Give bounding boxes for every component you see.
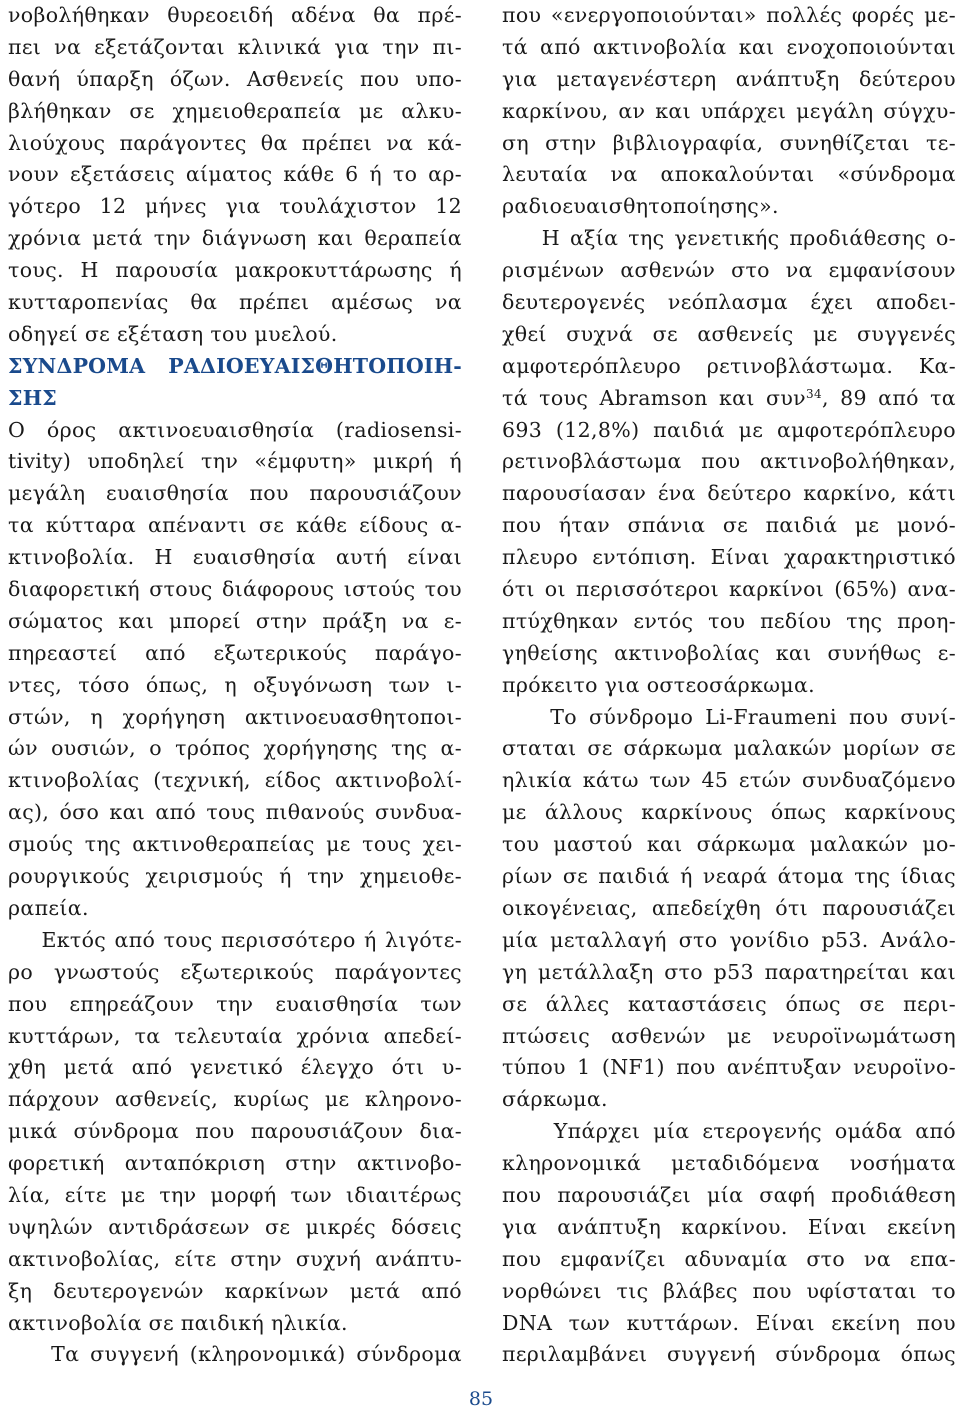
text-line: Ο όρος ακτινοευαισθησία (radiosensi- <box>8 417 462 442</box>
text-line: σμούς της ακτινοθεραπείας με τους χει- <box>8 832 462 857</box>
text-line: λιούχους παράγοντες θα πρέπει να κά- <box>8 130 462 155</box>
text-line: νορθώνει τις βλάβες που υφίσταται το <box>502 1278 956 1303</box>
text-line: οδηγεί σε εξέταση του μυελού. <box>8 321 338 346</box>
text-line: ξη δευτερογενών καρκίνων μετά από <box>8 1278 462 1303</box>
text-line: γότερο 12 μήνες για τουλάχιστον 12 <box>8 194 462 219</box>
right-column <box>502 0 956 1371</box>
text-line: ρο γνωστούς εξωτερικούς παράγοντες <box>8 959 462 984</box>
text-line: πάρχουν ασθενείς, κυρίως με κληρονο- <box>8 1087 462 1112</box>
text-line: ών ουσιών, ο τρόπος χορήγησης της α- <box>8 736 462 761</box>
text-line: ακτινοβολίας, είτε στην συχνή ανάπτυ- <box>8 1246 462 1271</box>
page-number: 85 <box>468 1388 494 1410</box>
section-heading-line: ΣΥΝΔΡΟΜΑ ΡΑΔΙΟΕΥΑΙΣΘΗΤΟΠΟΙΗ- <box>8 353 462 378</box>
text-line: καρκίνου, αν και υπάρχει μεγάλη σύγχυ- <box>502 98 956 123</box>
text-line: ρετινοβλάστωμα που ακτινοβολήθηκαν, <box>502 449 956 474</box>
text-line: ραπεία. <box>8 895 89 920</box>
text-line: πτώσεις ασθενών με νευροϊνωμάτωση <box>502 1023 956 1048</box>
text-line: τα κύτταρα απέναντι σε κάθε είδους α- <box>8 513 462 538</box>
text-line: ηλικία κάτω των 45 ετών συνδυαζόμενο <box>502 768 956 793</box>
text-line: σάρκωμα. <box>502 1087 608 1112</box>
text-line: πει να εξετάζονται κλινικά για την πι- <box>8 34 462 59</box>
left-column <box>8 0 462 1371</box>
text-line: παρουσίασαν ένα δεύτερο καρκίνο, κάτι <box>502 481 956 506</box>
text-line: λευταία να αποκαλούνται «σύνδρομα <box>502 162 956 187</box>
text-line: διαφορετική στους διάφορους ιστούς του <box>8 577 462 602</box>
text-line: χθη μετά από γενετικό έλεγχο ότι υ- <box>8 1055 462 1080</box>
text-line: τά τους Abramson και συν$^{34}$, 89 από τα <box>502 385 956 410</box>
text-line: που εμφανίζει αδυναμία στο να επα- <box>502 1246 956 1271</box>
text-line: κυτταροπενίας θα πρέπει αμέσως να <box>8 290 462 315</box>
text-line: οικογένειας, απεδείχθη ότι παρουσιάζει <box>502 895 956 920</box>
text-line: με άλλους καρκίνους όπως καρκίνους <box>502 800 956 825</box>
text-line: 693 (12,8%) παιδιά με αμφοτερόπλευρο <box>502 417 956 442</box>
text-line: στών, η χορήγηση ακτινοευασθητοποι- <box>8 704 462 729</box>
text-line: μεγάλη ευαισθησία που παρουσιάζουν <box>8 481 462 506</box>
text-line: μικά σύνδρομα που παρουσιάζουν δια- <box>8 1119 462 1144</box>
text-line: κτινοβολίας (τεχνική, είδος ακτινοβολί- <box>8 768 462 793</box>
text-line: DNA των κυττάρων. Είναι εκείνη που <box>502 1310 956 1335</box>
text-line: ρουργικούς χειρισμούς ή την χημειοθε- <box>8 864 462 889</box>
text-line: ακτινοβολία σε παιδική ηλικία. <box>8 1310 348 1335</box>
text-line: κληρονομικά μεταδιδόμενα νοσήματα <box>502 1151 956 1176</box>
citation-superscript: 34 <box>805 386 822 401</box>
text-line: πηρεαστεί από εξωτερικούς παράγο- <box>8 640 462 665</box>
text-line: θανή ύπαρξη όζων. Ασθενείς που υπο- <box>8 66 462 91</box>
text-line: του μαστού και σάρκωμα μαλακών μο- <box>502 832 956 857</box>
section-heading-line: ΣΗΣ <box>8 385 57 410</box>
text-line: ντες, τόσο όπως, η οξυγόνωση των ι- <box>8 672 462 697</box>
text-line: ότι οι περισσότεροι καρκίνοι (65%) ανα- <box>502 577 956 602</box>
text-line: φορετική ανταπόκριση στην ακτινοβο- <box>8 1151 462 1176</box>
text-line: υψηλών αντιδράσεων σε μικρές δόσεις <box>8 1214 462 1239</box>
text-line: χρόνια μετά την διάγνωση και θεραπεία <box>8 226 462 251</box>
text-line: που επηρεάζουν την ευαισθησία των <box>8 991 462 1016</box>
text-line: κτινοβολία. Η ευαισθησία αυτή είναι <box>8 545 462 570</box>
text-line: ας), όσο και από τους πιθανούς συνδυα- <box>8 800 462 825</box>
text-line: βλήθηκαν σε χημειοθεραπεία με αλκυ- <box>8 98 462 123</box>
text-line: αμφοτερόπλευρο ρετινοβλάστωμα. Κα- <box>502 353 956 378</box>
text-line: κυττάρων, τα τελευταία χρόνια απεδεί- <box>8 1023 462 1048</box>
text-line: σώματος και μπορεί στην πράξη να ε- <box>8 608 462 633</box>
text-line: για μεταγενέστερη ανάπτυξη δεύτερου <box>502 66 956 91</box>
text-line: Η αξία της γενετικής προδιάθεσης ο- <box>502 226 956 251</box>
text-line: Το σύνδρομο Li-Fraumeni που συνί- <box>502 704 956 729</box>
text-line: που παρουσιάζει μία σαφή προδιάθεση <box>502 1182 956 1207</box>
text-line: που ήταν σπάνια σε παιδιά με μονό- <box>502 513 956 538</box>
text-line: σταται σε σάρκωμα μαλακών μορίων σε <box>502 736 956 761</box>
text-line: Τα συγγενή (κληρονομικά) σύνδρομα <box>8 1342 462 1367</box>
text-line: ρίων σε παιδιά ή νεαρά άτομα της ίδιας <box>502 864 956 889</box>
text-line: πλευρο εντόπιση. Είναι χαρακτηριστικό <box>502 545 956 570</box>
text-line: ραδιοευαισθητοποίησης». <box>502 194 779 219</box>
text-line: τά από ακτινοβολία και ενοχοποιούνται <box>502 34 956 59</box>
text-line: χθεί συχνά σε ασθενείς με συγγενές <box>502 321 956 346</box>
text-line: ση στην βιβλιογραφία, συνηθίζεται τε- <box>502 130 956 155</box>
text-line: τύπου 1 (NF1) που ανέπτυξαν νευροϊνο- <box>502 1055 956 1080</box>
text-line: λία, είτε με την μορφή των ιδιαιτέρως <box>8 1182 462 1207</box>
text-line: σε άλλες καταστάσεις όπως σε περι- <box>502 991 956 1016</box>
text-line: μία μεταλλαγή στο γονίδιο p53. Ανάλο- <box>502 927 956 952</box>
text-line: γηθείσης ακτινοβολίας και συνήθως ε- <box>502 640 956 665</box>
text-line: Εκτός από τους περισσότερο ή λιγότε- <box>8 927 462 952</box>
text-line: πρόκειτο για οστεοσάρκωμα. <box>502 672 816 697</box>
text-line: νουν εξετάσεις αίματος κάθε 6 ή το αρ- <box>8 162 462 187</box>
text-line: για ανάπτυξη καρκίνου. Είναι εκείνη <box>502 1214 956 1239</box>
text-line: tivity) υποδηλεί την «έμφυτη» μικρή ή <box>8 449 462 474</box>
text-line: γη μετάλλαξη στο p53 παρατηρείται και <box>502 959 956 984</box>
text-line: πτύχθηκαν εντός του πεδίου της προη- <box>502 608 956 633</box>
text-line: δευτερογενές νεόπλασμα έχει αποδει- <box>502 290 956 315</box>
text-line: νοβολήθηκαν θυρεοειδή αδένα θα πρέ- <box>8 3 462 27</box>
text-line: τους. Η παρουσία μακροκυττάρωσης ή <box>8 258 462 283</box>
text-line: Υπάρχει μία ετερογενής ομάδα από <box>502 1119 956 1144</box>
text-line: ρισμένων ασθενών στο να εμφανίσουν <box>502 258 956 283</box>
text-line: περιλαμβάνει συγγενή σύνδρομα όπως <box>502 1342 956 1367</box>
text-line: που «ενεργοποιούνται» πολλές φορές με- <box>502 3 956 27</box>
